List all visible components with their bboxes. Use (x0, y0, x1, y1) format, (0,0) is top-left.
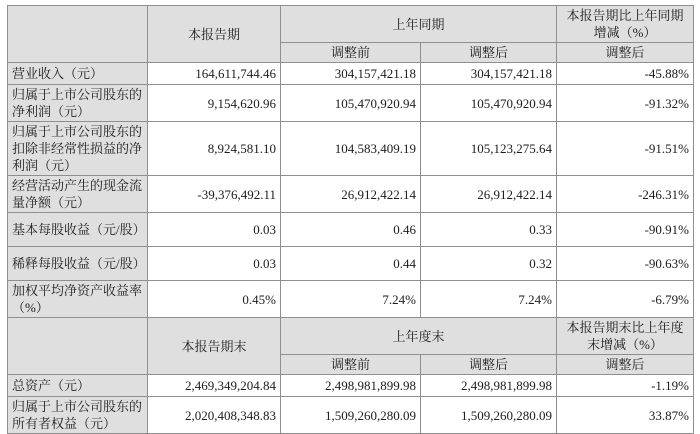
period-end-value: 2,020,408,348.83 (148, 397, 281, 434)
section1-corner-cell (8, 6, 148, 63)
table-row-net-profit-excl-nonrecurring (8, 122, 694, 176)
adjusted-after-value: 105,123,275.64 (421, 122, 557, 176)
section2-header-row (8, 318, 694, 355)
financial-summary-table-container (7, 5, 693, 434)
change-percent-value: -90.91% (557, 213, 694, 247)
adjusted-before-value: 2,498,981,899.98 (281, 375, 421, 397)
table-row-weighted-avg-roe (8, 281, 694, 318)
adjusted-before-value: 105,470,920.94 (281, 85, 421, 122)
current-period-value: 0.03 (148, 247, 281, 281)
current-period-value: 9,154,620.96 (148, 85, 281, 122)
row-label: 营业收入（元） (8, 63, 148, 85)
row-label: 加权平均净资产收益率（%） (8, 281, 148, 318)
adjusted-after-value: 0.32 (421, 247, 557, 281)
section1-subheader-change-adjusted-after: 调整后 (557, 43, 694, 63)
table-row-diluted-eps (8, 247, 694, 281)
row-label: 基本每股收益（元/股） (8, 213, 148, 247)
adjusted-before-value: 26,912,422.14 (281, 176, 421, 213)
adjusted-after-value: 1,509,260,280.09 (421, 397, 557, 434)
row-label: 经营活动产生的现金流量净额（元） (8, 176, 148, 213)
adjusted-after-value: 7.24% (421, 281, 557, 318)
table-row-net-profit (8, 85, 694, 122)
section2-col-header-prior-year-end-group: 上年度末 (281, 318, 557, 355)
table-row-basic-eps (8, 213, 694, 247)
section1-col-header-current-period: 本报告期 (148, 6, 281, 63)
period-end-value: 2,469,349,204.84 (148, 375, 281, 397)
table-row-revenue (8, 63, 694, 85)
section2-col-header-change-group: 本报告期末比上年度末增减（%） (557, 318, 694, 355)
current-period-value: 0.03 (148, 213, 281, 247)
adjusted-before-value: 304,157,421.18 (281, 63, 421, 85)
adjusted-after-value: 2,498,981,899.98 (421, 375, 557, 397)
change-percent-value: -246.31% (557, 176, 694, 213)
adjusted-after-value: 105,470,920.94 (421, 85, 557, 122)
section1-subheader-adjusted-before: 调整前 (281, 43, 421, 63)
adjusted-after-value: 26,912,422.14 (421, 176, 557, 213)
table-row-total-assets (8, 375, 694, 397)
change-percent-value: -1.19% (557, 375, 694, 397)
adjusted-before-value: 7.24% (281, 281, 421, 318)
current-period-value: 164,611,744.46 (148, 63, 281, 85)
change-percent-value: -45.88% (557, 63, 694, 85)
adjusted-before-value: 0.46 (281, 213, 421, 247)
table-row-shareholders-equity (8, 397, 694, 434)
adjusted-before-value: 1,509,260,280.09 (281, 397, 421, 434)
adjusted-after-value: 304,157,421.18 (421, 63, 557, 85)
section1-col-header-prior-period-group: 上年同期 (281, 6, 557, 43)
section2-col-header-period-end: 本报告期末 (148, 318, 281, 375)
current-period-value: 8,924,581.10 (148, 122, 281, 176)
section2-subheader-adjusted-before: 调整前 (281, 355, 421, 375)
change-percent-value: -91.32% (557, 85, 694, 122)
section2-corner-cell (8, 318, 148, 375)
section1-header-row (8, 6, 694, 43)
section2-subheader-change-adjusted-after: 调整后 (557, 355, 694, 375)
change-percent-value: -6.79% (557, 281, 694, 318)
change-percent-value: 33.87% (557, 397, 694, 434)
table-row-operating-cash-flow (8, 176, 694, 213)
section1-col-header-change-group: 本报告期比上年同期增减（%） (557, 6, 694, 43)
row-label: 稀释每股收益（元/股） (8, 247, 148, 281)
section2-subheader-adjusted-after: 调整后 (421, 355, 557, 375)
financial-summary-table (7, 5, 694, 434)
adjusted-after-value: 0.33 (421, 213, 557, 247)
change-percent-value: -91.51% (557, 122, 694, 176)
change-percent-value: -90.63% (557, 247, 694, 281)
current-period-value: -39,376,492.11 (148, 176, 281, 213)
row-label: 归属于上市公司股东的扣除非经常性损益的净利润（元） (8, 122, 148, 176)
section1-subheader-adjusted-after: 调整后 (421, 43, 557, 63)
row-label: 总资产（元） (8, 375, 148, 397)
row-label: 归属于上市公司股东的净利润（元） (8, 85, 148, 122)
current-period-value: 0.45% (148, 281, 281, 318)
adjusted-before-value: 104,583,409.19 (281, 122, 421, 176)
adjusted-before-value: 0.44 (281, 247, 421, 281)
row-label: 归属于上市公司股东的所有者权益（元） (8, 397, 148, 434)
